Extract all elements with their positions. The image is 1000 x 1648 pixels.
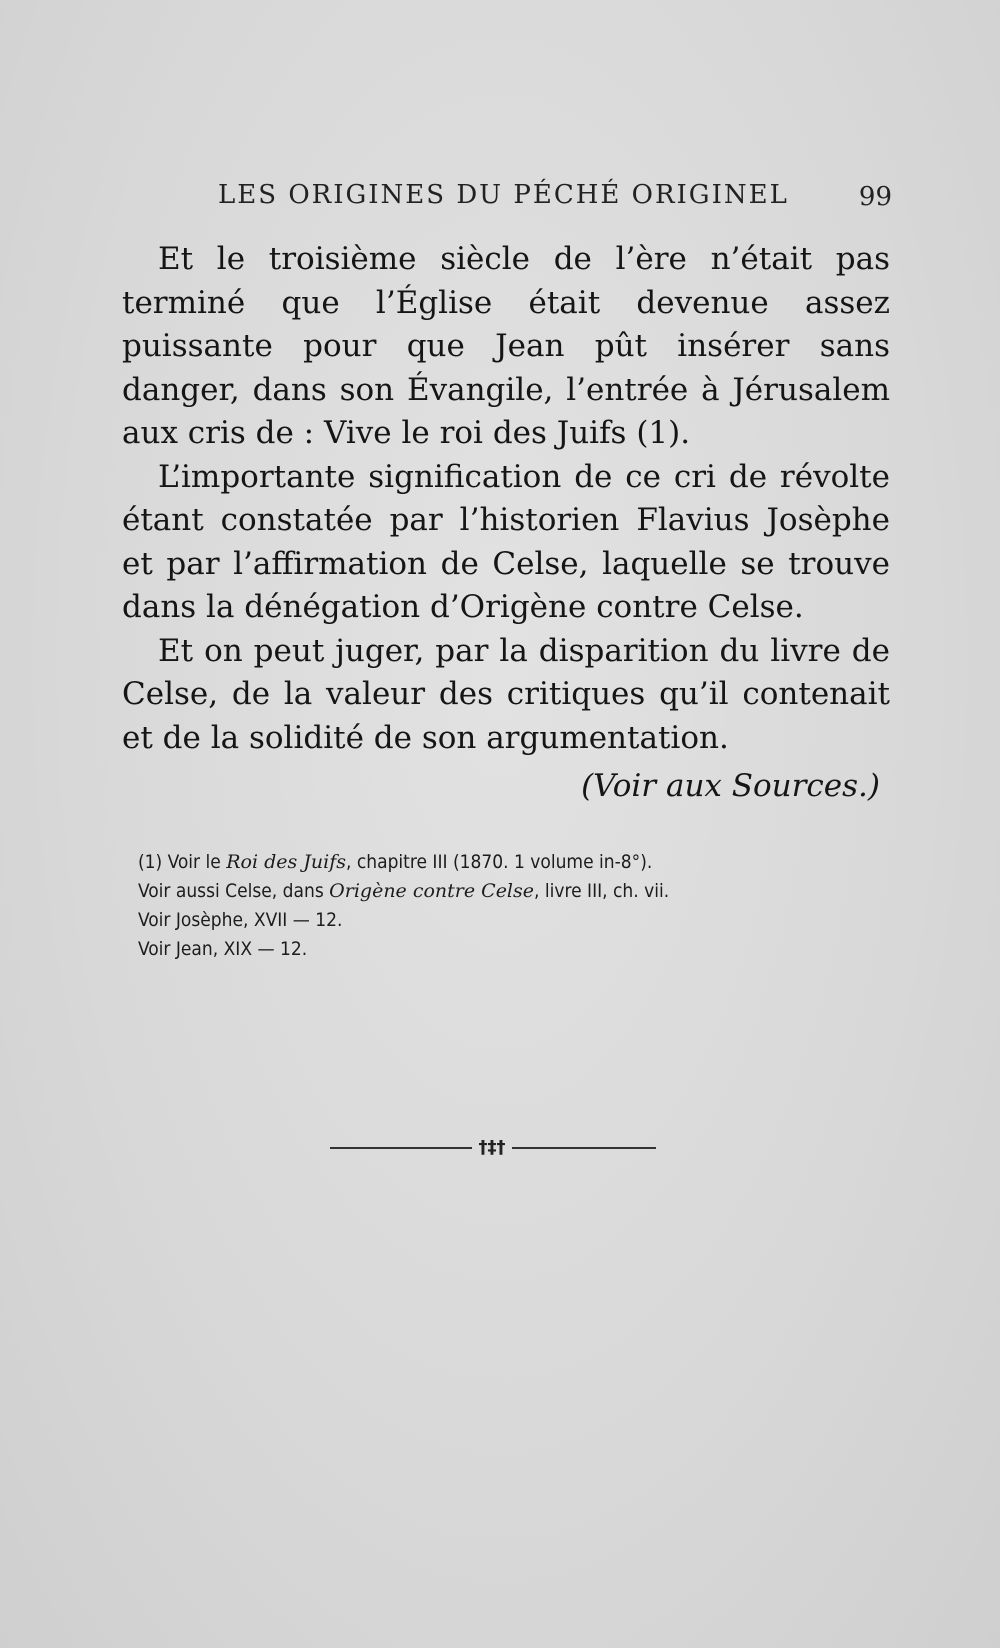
footnote-2-suffix: , livre III, ch. vii. bbox=[534, 880, 670, 902]
end-ornament bbox=[330, 1138, 656, 1158]
footnote-2-prefix: Voir aussi Celse, dans bbox=[138, 880, 330, 902]
source-note: (Voir aux Sources.) bbox=[581, 768, 880, 804]
footnote-line-3: Voir Josèphe, XVII — 12. bbox=[138, 909, 343, 931]
paragraph-1: Et le troisième siècle de l’ère n’était pas terminé que l’Église était devenue assez puissante pour que Jean pût insérer sans danger, dans son Évangile, l’entrée à Jérusalem aux cris de : Vive le roi des Juifs (1). bbox=[122, 241, 890, 451]
body-text bbox=[122, 238, 890, 808]
page-number: 99 bbox=[858, 182, 892, 212]
footnote-1-suffix: , chapitre III (1870. 1 volume in-8°). bbox=[346, 851, 653, 873]
footnote-line-1 bbox=[138, 848, 778, 877]
ornament-rule-right bbox=[512, 1147, 656, 1149]
footnote-line-2 bbox=[138, 877, 778, 906]
paragraph-3: Et on peut juger, par la disparition du livre de Celse, de la valeur des critiques qu’il contenait et de la solidité de son argumentation. bbox=[122, 632, 890, 756]
footnotes bbox=[138, 848, 778, 964]
footnote-line-4: Voir Jean, XIX — 12. bbox=[138, 938, 308, 960]
ornament-rule-left bbox=[330, 1147, 472, 1149]
footnote-1-prefix: (1) Voir le bbox=[138, 851, 227, 873]
running-head bbox=[120, 180, 900, 220]
paragraph-2: L’importante signification de ce cri de révolte étant constatée par l’historien Flavius Josèphe et par l’affirmation de Celse, laquelle se trouve dans la dénégation d’Origène contre Celse. bbox=[122, 458, 890, 625]
running-title: LES ORIGINES DU PÉCHÉ ORIGINEL bbox=[218, 180, 789, 210]
footnote-1-title: Roi des Juifs bbox=[226, 851, 346, 873]
ornament-glyph: †‡† bbox=[478, 1137, 506, 1158]
footnote-2-title: Origène contre Celse bbox=[329, 880, 535, 902]
